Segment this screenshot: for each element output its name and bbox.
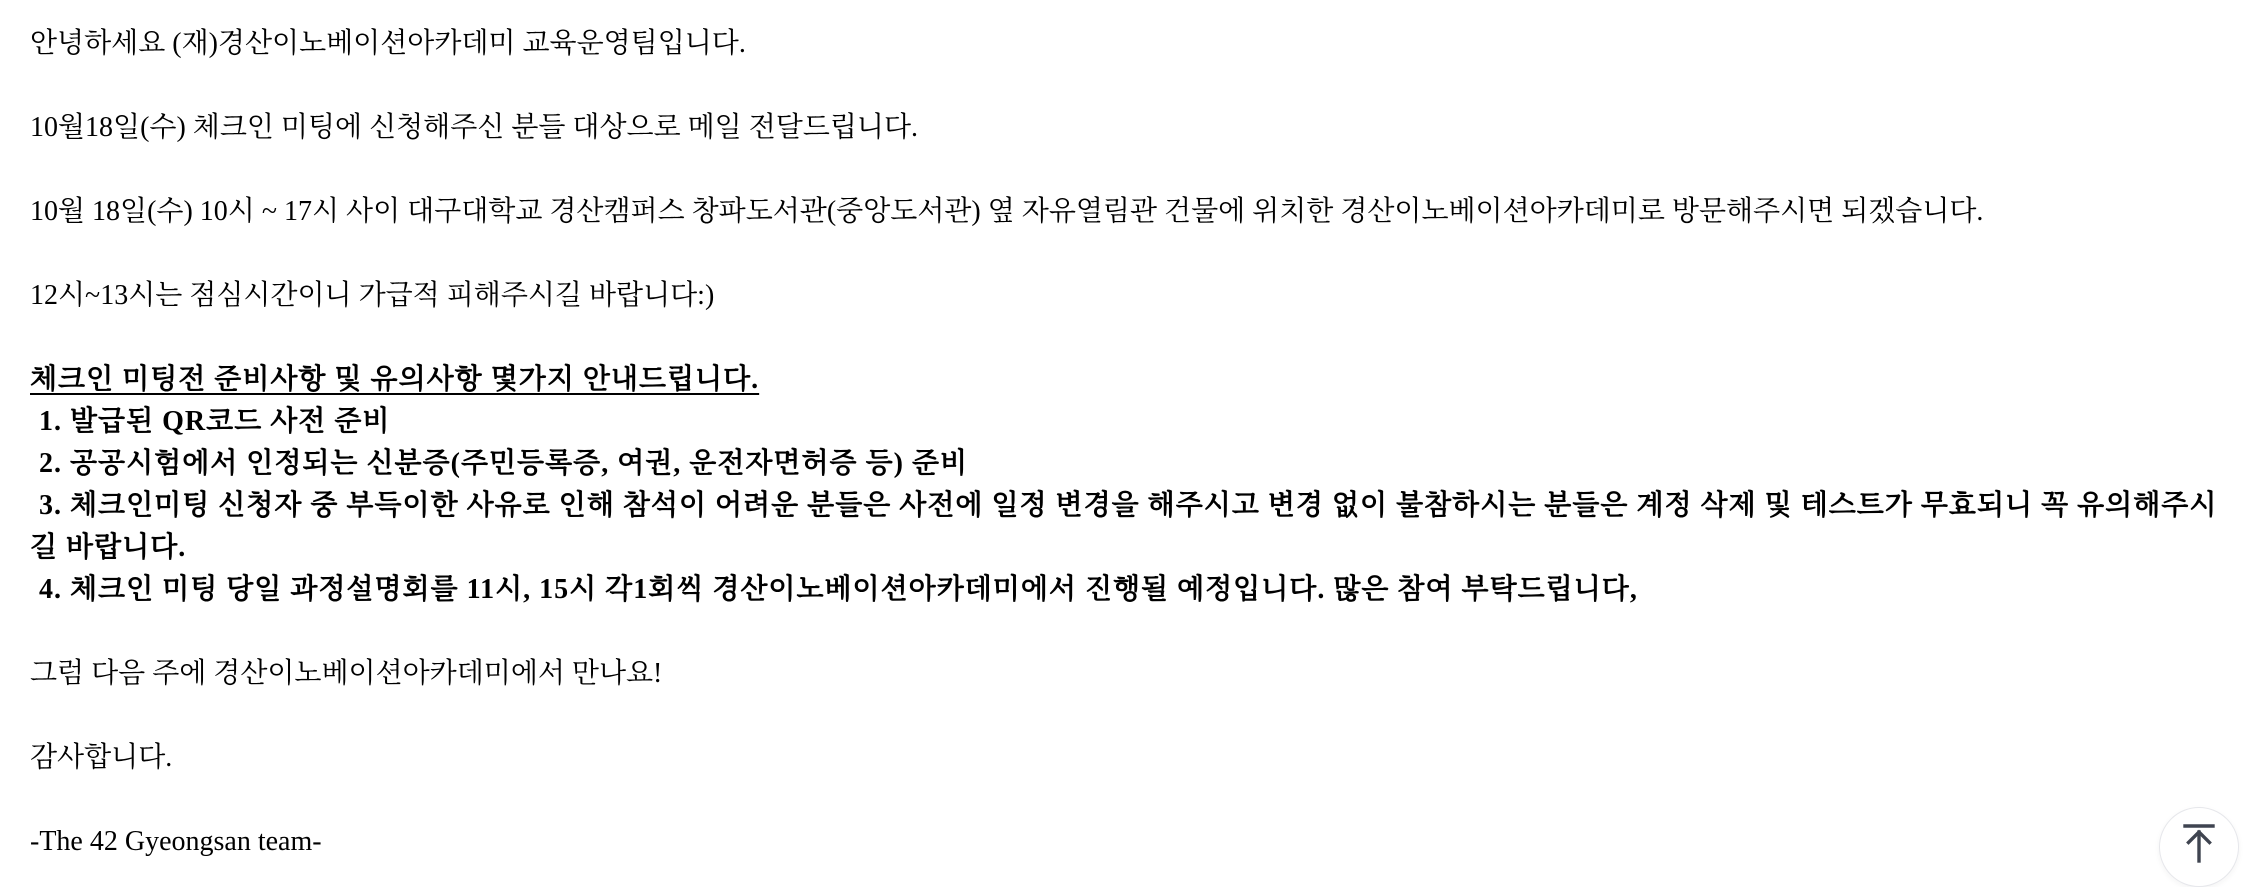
paragraph-thanks: 감사합니다. <box>30 742 173 773</box>
notice-item-4: 4. 체크인 미팅 당일 과정설명회를 11시, 15시 각1회씩 경산이노베이션아카데미에서 진행될 예정입니다. 많은 참여 부탁드립니다, <box>39 574 1638 605</box>
paragraph-visit-info: 10월 18일(수) 10시 ~ 17시 사이 대구대학교 경산캠퍼스 창파도서관(중앙도서관) 옆 자유열림관 건물에 위치한 경산이노베이션아카데미로 방문해주시면 되겠습니다. <box>30 196 1984 227</box>
signature: -The 42 Gyeongsan team- <box>30 826 322 857</box>
notice-item-1: 1. 발급된 QR코드 사전 준비 <box>39 406 391 437</box>
scroll-to-top-button[interactable] <box>2159 807 2239 887</box>
notice-item-2: 2. 공공시험에서 인정되는 신분증(주민등록증, 여권, 운전자면허증 등) 준비 <box>39 448 969 479</box>
notice-item-3: 3. 체크인미팅 신청자 중 부득이한 사유로 인해 참석이 어려운 분들은 사전에 일정 변경을 해주시고 변경 없이 불참하시는 분들은 계정 삭제 및 테스트가 무효되니 꼭 유의해주시길 바랍니다. <box>30 490 2218 563</box>
paragraph-farewell: 그럼 다음 주에 경산이노베이션아카데미에서 만나요! <box>30 658 663 689</box>
arrow-up-to-line-icon <box>2182 823 2216 863</box>
paragraph-lunch-note: 12시~13시는 점심시간이니 가급적 피해주시길 바랍니다:) <box>30 280 715 311</box>
paragraph-intro: 10월18일(수) 체크인 미팅에 신청해주신 분들 대상으로 메일 전달드립니다. <box>30 112 918 143</box>
notice-heading: 체크인 미팅전 준비사항 및 유의사항 몇가지 안내드립니다. <box>30 364 760 395</box>
paragraph-greeting: 안녕하세요 (재)경산이노베이션아카데미 교육운영팀입니다. <box>30 28 746 59</box>
